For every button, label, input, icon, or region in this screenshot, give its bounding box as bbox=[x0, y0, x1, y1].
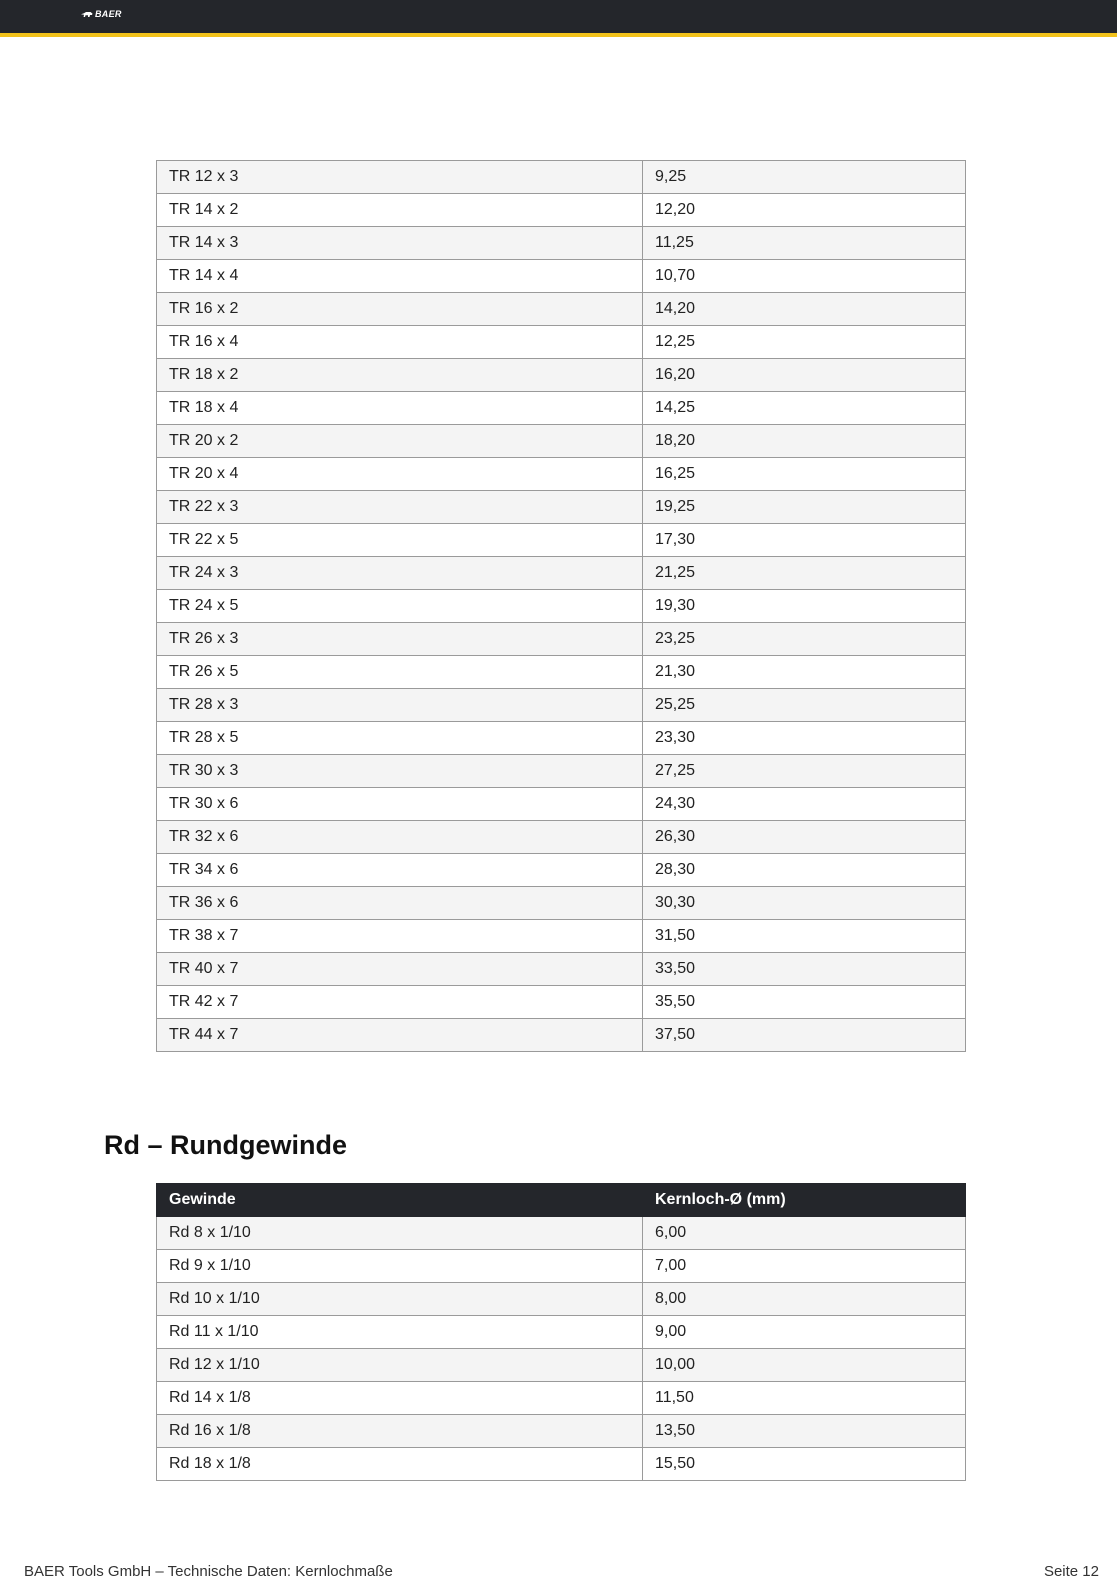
thread-designation-cell: TR 26 x 5 bbox=[157, 656, 643, 689]
core-hole-diameter-cell: 31,50 bbox=[643, 920, 966, 953]
thread-designation-cell: Rd 16 x 1/8 bbox=[157, 1415, 643, 1448]
core-hole-diameter-cell: 21,30 bbox=[643, 656, 966, 689]
core-hole-diameter-cell: 12,25 bbox=[643, 326, 966, 359]
thread-designation-cell: TR 22 x 5 bbox=[157, 524, 643, 557]
table-row bbox=[157, 524, 966, 557]
table-row bbox=[157, 986, 966, 1019]
footer-company: BAER Tools GmbH – Technische Daten: Kernlochmaße bbox=[24, 1563, 393, 1580]
thread-designation-cell: TR 26 x 3 bbox=[157, 623, 643, 656]
table-row bbox=[157, 392, 966, 425]
footer-page-number: Seite 12 bbox=[1043, 1563, 1099, 1580]
table-row bbox=[157, 293, 966, 326]
thread-designation-cell: TR 30 x 6 bbox=[157, 788, 643, 821]
rd-table-body bbox=[157, 1217, 966, 1481]
thread-designation-cell: Rd 9 x 1/10 bbox=[157, 1250, 643, 1283]
thread-designation-cell: TR 16 x 4 bbox=[157, 326, 643, 359]
thread-designation-cell: TR 12 x 3 bbox=[157, 161, 643, 194]
table-row bbox=[157, 359, 966, 392]
core-hole-diameter-cell: 33,50 bbox=[643, 953, 966, 986]
core-hole-diameter-cell: 14,25 bbox=[643, 392, 966, 425]
table-row bbox=[157, 623, 966, 656]
core-hole-diameter-cell: 14,20 bbox=[643, 293, 966, 326]
thread-designation-cell: Rd 14 x 1/8 bbox=[157, 1382, 643, 1415]
table-row bbox=[157, 887, 966, 920]
thread-designation-cell: TR 44 x 7 bbox=[157, 1019, 643, 1052]
thread-designation-cell: TR 14 x 3 bbox=[157, 227, 643, 260]
core-hole-diameter-cell: 16,20 bbox=[643, 359, 966, 392]
core-hole-diameter-cell: 23,30 bbox=[643, 722, 966, 755]
table-row bbox=[157, 458, 966, 491]
table-row bbox=[157, 722, 966, 755]
thread-designation-cell: TR 20 x 4 bbox=[157, 458, 643, 491]
core-hole-diameter-cell: 28,30 bbox=[643, 854, 966, 887]
table-row bbox=[157, 1019, 966, 1052]
thread-designation-cell: TR 28 x 3 bbox=[157, 689, 643, 722]
core-hole-diameter-cell: 18,20 bbox=[643, 425, 966, 458]
core-hole-diameter-cell: 19,25 bbox=[643, 491, 966, 524]
table-row bbox=[157, 920, 966, 953]
core-hole-diameter-cell: 23,25 bbox=[643, 623, 966, 656]
tr-thread-table bbox=[156, 160, 966, 1052]
column-header-kernloch: Kernloch-Ø (mm) bbox=[643, 1184, 966, 1217]
table-header-row bbox=[157, 1184, 966, 1217]
table-row bbox=[157, 1217, 966, 1250]
thread-designation-cell: TR 32 x 6 bbox=[157, 821, 643, 854]
core-hole-diameter-cell: 26,30 bbox=[643, 821, 966, 854]
table-row bbox=[157, 656, 966, 689]
core-hole-diameter-cell: 10,70 bbox=[643, 260, 966, 293]
table-row bbox=[157, 854, 966, 887]
core-hole-diameter-cell: 17,30 bbox=[643, 524, 966, 557]
thread-designation-cell: TR 30 x 3 bbox=[157, 755, 643, 788]
thread-designation-cell: TR 36 x 6 bbox=[157, 887, 643, 920]
table-row bbox=[157, 260, 966, 293]
table-row bbox=[157, 194, 966, 227]
thread-designation-cell: TR 38 x 7 bbox=[157, 920, 643, 953]
core-hole-diameter-cell: 9,00 bbox=[643, 1316, 966, 1349]
table-row bbox=[157, 491, 966, 524]
core-hole-diameter-cell: 13,50 bbox=[643, 1415, 966, 1448]
logo-text: BAER bbox=[95, 9, 122, 19]
page-header bbox=[0, 0, 1117, 37]
table-row bbox=[157, 557, 966, 590]
core-hole-diameter-cell: 15,50 bbox=[643, 1448, 966, 1481]
core-hole-diameter-cell: 9,25 bbox=[643, 161, 966, 194]
table-row bbox=[157, 755, 966, 788]
table-row bbox=[157, 1250, 966, 1283]
table-row bbox=[157, 1415, 966, 1448]
thread-designation-cell: TR 22 x 3 bbox=[157, 491, 643, 524]
table-row bbox=[157, 953, 966, 986]
table-row bbox=[157, 689, 966, 722]
thread-designation-cell: TR 20 x 2 bbox=[157, 425, 643, 458]
core-hole-diameter-cell: 35,50 bbox=[643, 986, 966, 1019]
thread-designation-cell: TR 42 x 7 bbox=[157, 986, 643, 1019]
core-hole-diameter-cell: 6,00 bbox=[643, 1217, 966, 1250]
rd-table-head bbox=[157, 1184, 966, 1217]
table-row bbox=[157, 425, 966, 458]
baer-bear-icon bbox=[81, 11, 93, 18]
table-row bbox=[157, 1382, 966, 1415]
table-row bbox=[157, 161, 966, 194]
core-hole-diameter-cell: 24,30 bbox=[643, 788, 966, 821]
brand-logo bbox=[81, 9, 122, 19]
core-hole-diameter-cell: 21,25 bbox=[643, 557, 966, 590]
thread-designation-cell: TR 28 x 5 bbox=[157, 722, 643, 755]
core-hole-diameter-cell: 37,50 bbox=[643, 1019, 966, 1052]
core-hole-diameter-cell: 12,20 bbox=[643, 194, 966, 227]
core-hole-diameter-cell: 19,30 bbox=[643, 590, 966, 623]
table-row bbox=[157, 1448, 966, 1481]
thread-designation-cell: Rd 11 x 1/10 bbox=[157, 1316, 643, 1349]
table-row bbox=[157, 821, 966, 854]
thread-designation-cell: TR 14 x 2 bbox=[157, 194, 643, 227]
core-hole-diameter-cell: 11,25 bbox=[643, 227, 966, 260]
table-row bbox=[157, 788, 966, 821]
thread-designation-cell: TR 18 x 4 bbox=[157, 392, 643, 425]
table-row bbox=[157, 227, 966, 260]
core-hole-diameter-cell: 16,25 bbox=[643, 458, 966, 491]
thread-designation-cell: Rd 18 x 1/8 bbox=[157, 1448, 643, 1481]
core-hole-diameter-cell: 7,00 bbox=[643, 1250, 966, 1283]
thread-designation-cell: TR 18 x 2 bbox=[157, 359, 643, 392]
thread-designation-cell: Rd 8 x 1/10 bbox=[157, 1217, 643, 1250]
thread-designation-cell: TR 24 x 5 bbox=[157, 590, 643, 623]
thread-designation-cell: Rd 12 x 1/10 bbox=[157, 1349, 643, 1382]
thread-designation-cell: TR 34 x 6 bbox=[157, 854, 643, 887]
table-row bbox=[157, 1316, 966, 1349]
core-hole-diameter-cell: 10,00 bbox=[643, 1349, 966, 1382]
core-hole-diameter-cell: 27,25 bbox=[643, 755, 966, 788]
thread-designation-cell: TR 16 x 2 bbox=[157, 293, 643, 326]
table-row bbox=[157, 1283, 966, 1316]
tr-table-body bbox=[157, 161, 966, 1052]
rd-thread-table bbox=[156, 1183, 966, 1481]
table-row bbox=[157, 326, 966, 359]
thread-designation-cell: TR 40 x 7 bbox=[157, 953, 643, 986]
table-row bbox=[157, 590, 966, 623]
thread-designation-cell: TR 24 x 3 bbox=[157, 557, 643, 590]
core-hole-diameter-cell: 30,30 bbox=[643, 887, 966, 920]
core-hole-diameter-cell: 11,50 bbox=[643, 1382, 966, 1415]
table-row bbox=[157, 1349, 966, 1382]
thread-designation-cell: Rd 10 x 1/10 bbox=[157, 1283, 643, 1316]
core-hole-diameter-cell: 25,25 bbox=[643, 689, 966, 722]
column-header-gewinde: Gewinde bbox=[157, 1184, 643, 1217]
thread-designation-cell: TR 14 x 4 bbox=[157, 260, 643, 293]
core-hole-diameter-cell: 8,00 bbox=[643, 1283, 966, 1316]
section-heading-rd: Rd – Rundgewinde bbox=[104, 1130, 347, 1160]
